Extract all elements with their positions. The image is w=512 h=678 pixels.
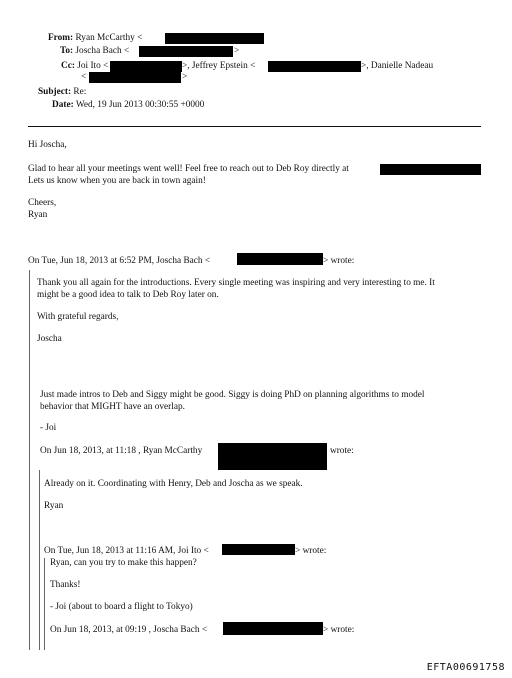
redaction-joscha-email-2 — [223, 622, 323, 635]
header-divider — [28, 126, 481, 127]
quote3-name: Ryan — [44, 501, 64, 511]
quote2-line1: Just made intros to Deb and Siggy might be good. Siggy is doing PhD on planning algorithms to model — [40, 390, 425, 400]
quote4-sig: - Joi (about to board a flight to Tokyo) — [50, 602, 193, 612]
subject-value: Re: — [73, 87, 87, 97]
redaction-cc-joi — [110, 61, 182, 72]
redaction-deb-roy-email — [380, 164, 481, 175]
redaction-cc-nadeau — [89, 72, 181, 83]
signoff: Cheers, — [28, 198, 57, 208]
quote4-header2-wrote: > wrote: — [323, 625, 355, 635]
redaction-joscha-email — [237, 253, 323, 265]
quote1-regards: With grateful regards, — [37, 312, 119, 322]
from-label: From: — [48, 33, 74, 43]
redaction-from-email — [165, 33, 264, 44]
redaction-ryan-email — [218, 443, 327, 470]
quote1-line1: Thank you all again for the introductions. Every single meeting was inspiring and very interesting to me. It — [37, 278, 435, 288]
quote2-header: On Jun 18, 2013, at 11:18 , Ryan McCarthy — [40, 446, 203, 456]
quote4-header-wrote: > wrote: — [295, 546, 327, 556]
quote-bar-1 — [29, 270, 30, 650]
date-row — [52, 100, 204, 111]
body-paragraph-line2: Lets us know when you are back in town again! — [28, 176, 206, 186]
subject-row — [38, 87, 86, 98]
cc-value-epstein: >, Jeffrey Epstein < — [182, 61, 256, 71]
quote2-line2: behavior that MIGHT have an overlap. — [40, 402, 185, 412]
from-value: Ryan McCarthy < — [75, 33, 143, 43]
redaction-to-email — [139, 46, 233, 57]
date-label: Date: — [52, 100, 74, 110]
document-id: EFTA00691758 — [426, 662, 505, 673]
cc-label: Cc: — [61, 61, 75, 71]
cc-row — [61, 61, 108, 72]
cc-line2-close: > — [182, 72, 188, 82]
subject-label: Subject: — [38, 87, 72, 97]
quote4-header2: On Jun 18, 2013, at 09:19 , Joscha Bach < — [50, 625, 208, 635]
body-paragraph-line1: Glad to hear all your meetings went well! Feel free to reach out to Deb Roy directly at — [28, 164, 349, 174]
quote4-header: On Tue, Jun 18, 2013 at 11:16 AM, Joi Ito < — [44, 546, 209, 556]
quote2-sig: - Joi — [40, 423, 57, 433]
quote1-line2: might be a good idea to talk to Deb Roy later on. — [37, 290, 219, 300]
redaction-cc-epstein — [268, 61, 361, 72]
quote1-name: Joscha — [37, 334, 62, 344]
quote1-header: On Tue, Jun 18, 2013 at 6:52 PM, Joscha Bach < — [28, 256, 211, 266]
quote4-thanks: Thanks! — [50, 580, 81, 590]
quote2-header-wrote: wrote: — [330, 446, 354, 456]
quote-bar-3 — [44, 558, 45, 650]
cc-value-joi: Joi Ito < — [77, 61, 109, 71]
greeting: Hi Joscha, — [28, 140, 67, 150]
redaction-joi-email — [222, 544, 295, 555]
to-row — [60, 46, 129, 57]
quote3-line1: Already on it. Coordinating with Henry, Deb and Joscha as we speak. — [44, 479, 303, 489]
to-value: Joscha Bach < — [75, 46, 130, 56]
from-row — [48, 33, 142, 44]
quote1-header-wrote: > wrote: — [323, 256, 355, 266]
cc-value-nadeau: >, Danielle Nadeau — [361, 61, 434, 71]
to-label: To: — [60, 46, 74, 56]
date-value: Wed, 19 Jun 2013 00:30:55 +0000 — [75, 100, 205, 110]
quote4-line1: Ryan, can you try to make this happen? — [50, 558, 197, 568]
quote-bar-2 — [39, 470, 40, 650]
to-close: > — [234, 46, 240, 56]
cc-line2-open: < — [81, 72, 87, 82]
signature: Ryan — [28, 210, 48, 220]
